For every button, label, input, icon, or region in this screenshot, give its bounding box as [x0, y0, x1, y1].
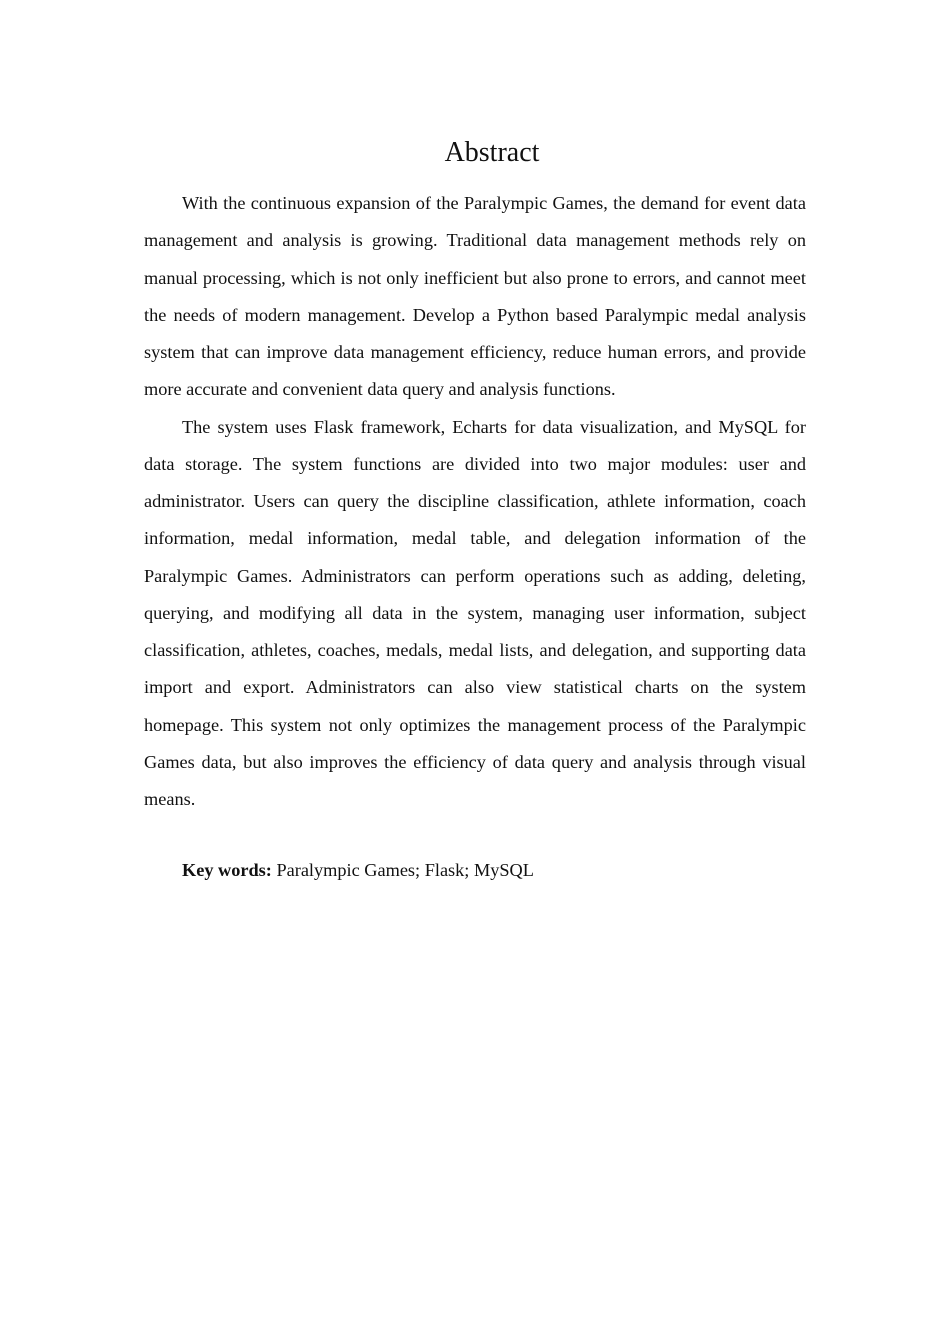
keywords-line [182, 855, 534, 885]
abstract-paragraph-1: With the continuous expansion of the Paralympic Games, the demand for event data management and analysis is growing. Traditional data management methods rely on manual processing, which is not only inefficient but also prone to errors, and cannot meet the needs of modern management. Develop a Python based Paralympic medal analysis system that can improve data management efficiency, reduce human errors, and provide more accurate and convenient data query and analysis functions. [144, 193, 806, 400]
abstract-body [144, 185, 806, 818]
keywords-value: Paralympic Games; Flask; MySQL [276, 860, 534, 880]
abstract-paragraph-2: The system uses Flask framework, Echarts for data visualization, and MySQL for data storage. The system functions are divided into two major modules: user and administrator. Users can query the discipline classification, athlete information, coach information, medal information, medal table, and delegation information of the Paralympic Games. Administrators can perform operations such as adding, deleting, querying, and modifying all data in the system, managing user information, subject classification, athletes, coaches, medals, medal lists, and delegation, and supporting data import and export. Administrators can also view statistical charts on the system homepage. This system not only optimizes the management process of the Paralympic Games data, but also improves the efficiency of data query and analysis through visual means. [144, 416, 806, 809]
abstract-title: Abstract [444, 137, 540, 168]
keywords-label: Key words: [182, 860, 272, 880]
